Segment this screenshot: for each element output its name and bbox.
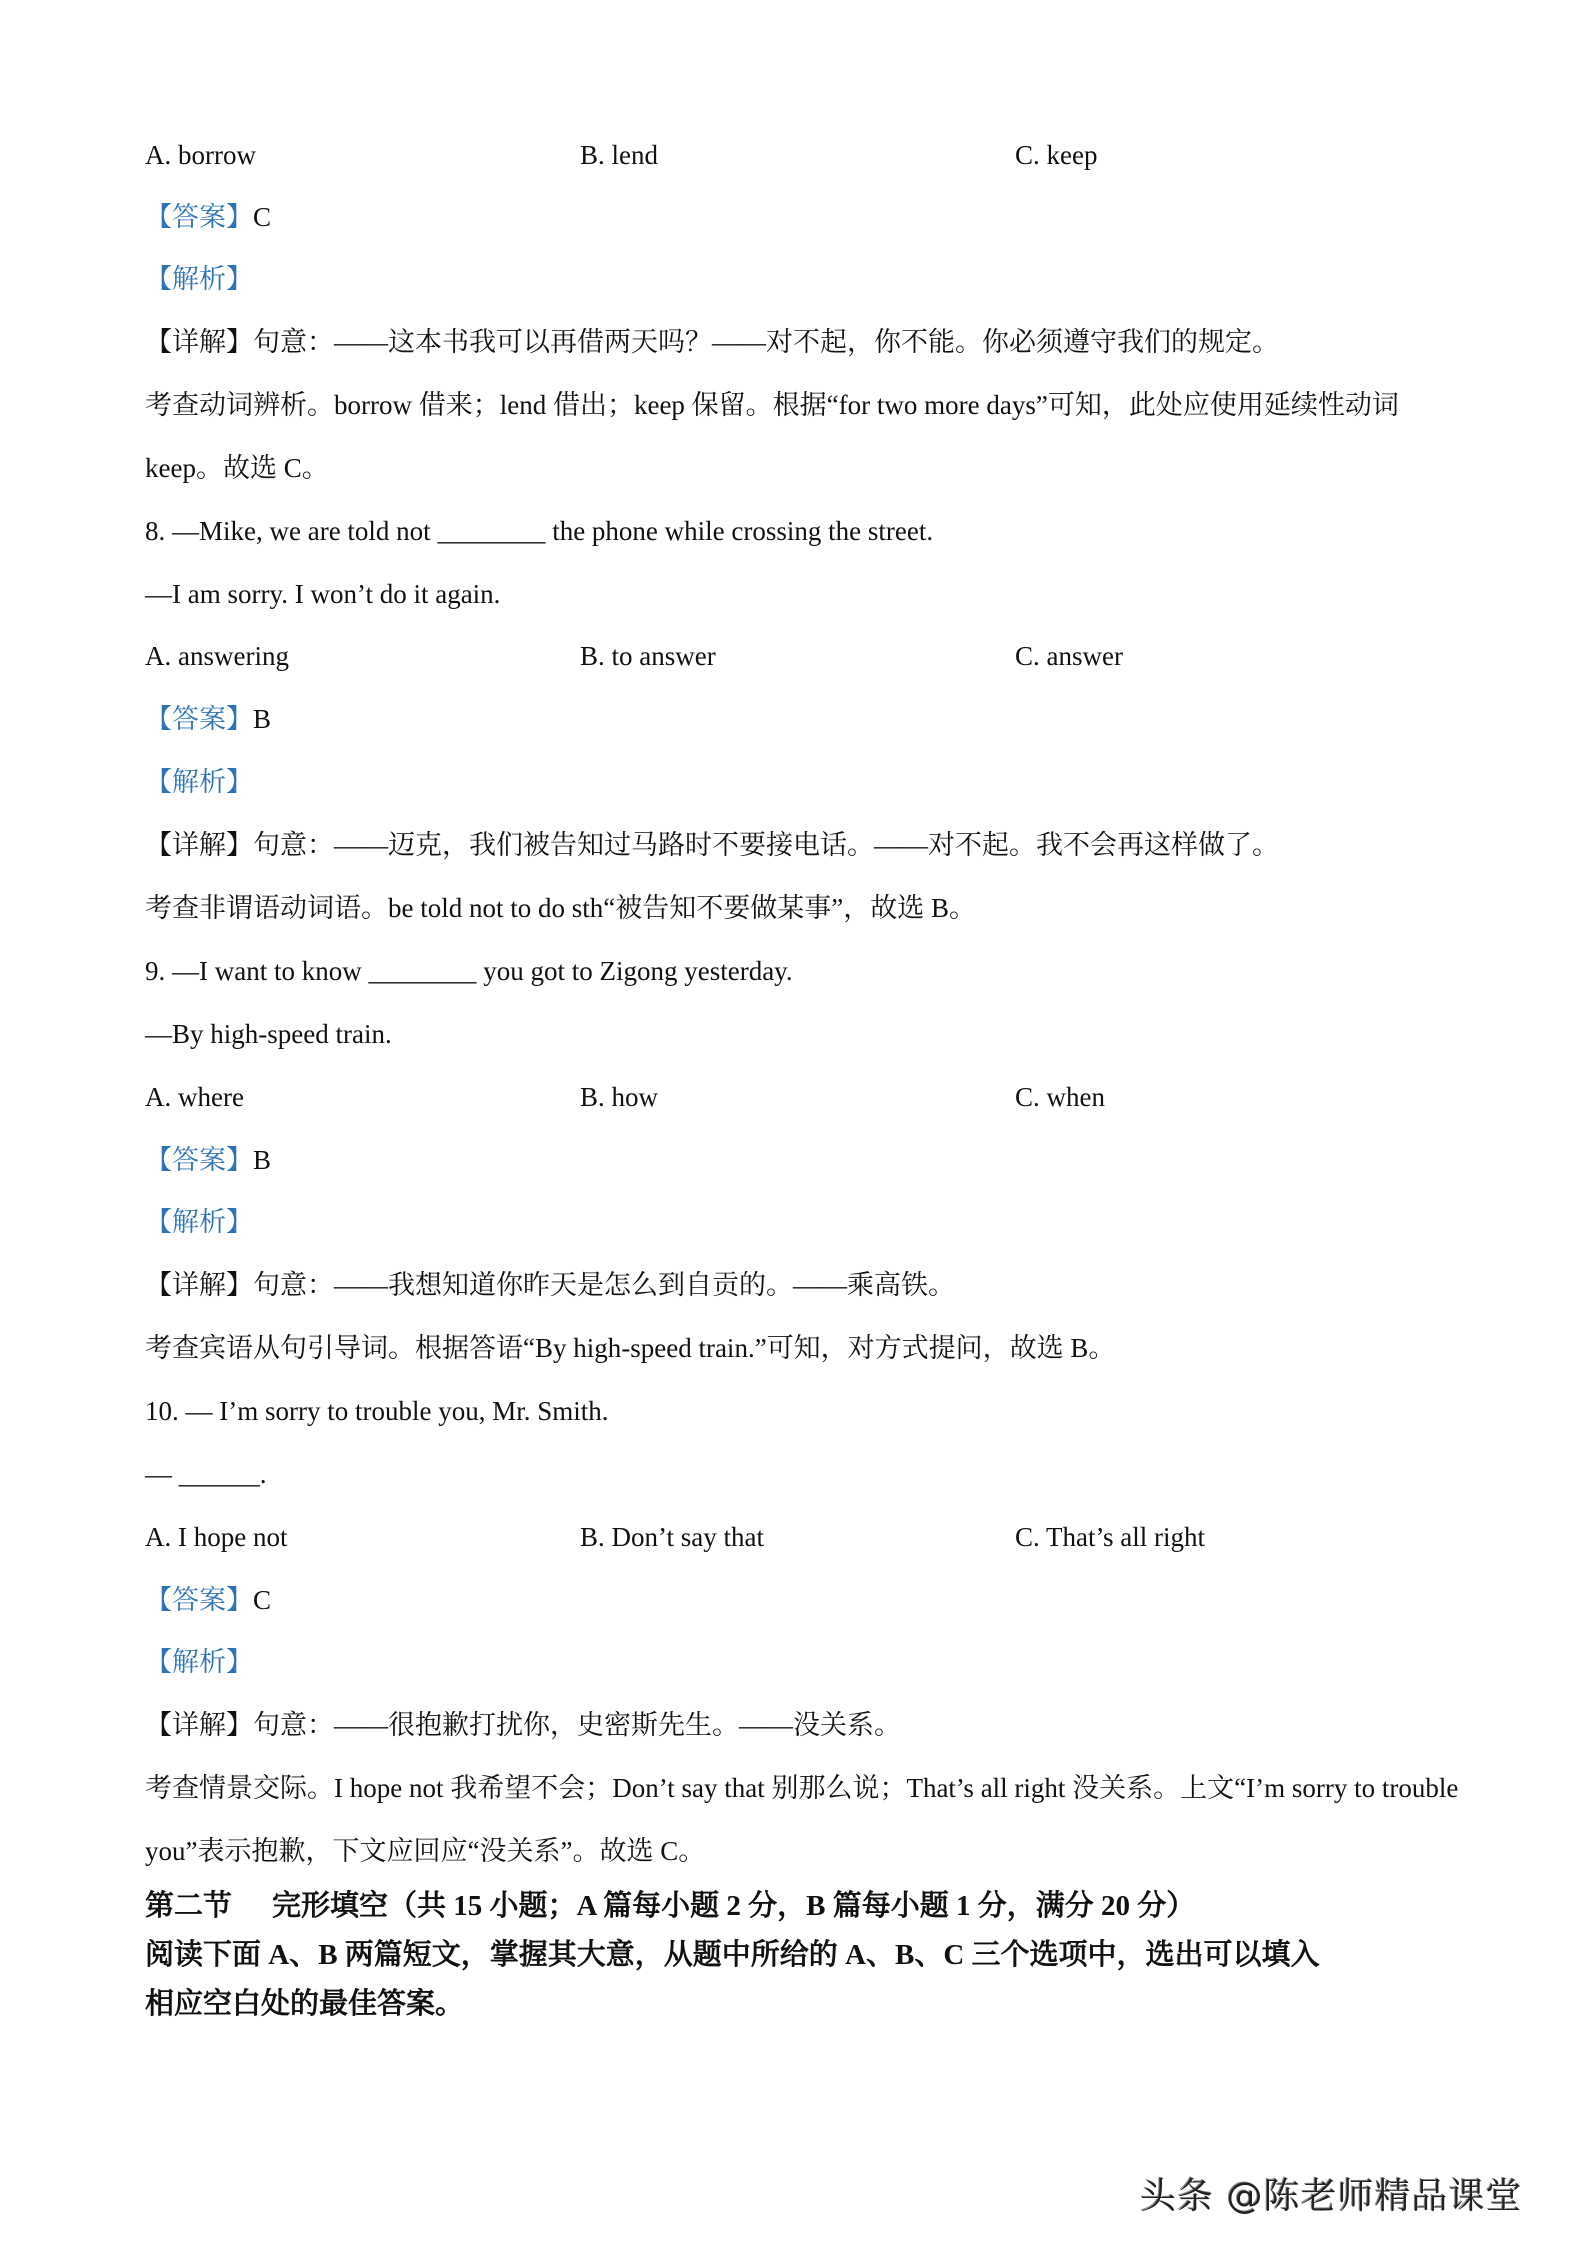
q7-analysis-label: 【解析】	[145, 264, 253, 294]
q7-option-c: C. keep	[1015, 140, 1098, 170]
q9-option-b: B. how	[580, 1082, 659, 1112]
detail-label: 【详解】	[145, 1270, 253, 1300]
q7-option-b: B. lend	[580, 140, 658, 170]
q8-explanation-line-1: 考查非谓语动词语。be told not to do sth“被告知不要做某事”，故选 B。	[145, 893, 976, 923]
q10-reply: — ______.	[145, 1459, 267, 1489]
section2-title: 完形填空（共 15 小题；A 篇每小题 2 分，B 篇每小题 1 分，满分 20 分）	[272, 1890, 1196, 1922]
section2-instruction-line-2: 相应空白处的最佳答案。	[145, 1988, 465, 2020]
watermark: 头条 @陈老师精品课堂	[1140, 2176, 1523, 2217]
answer-label: 【答案】	[145, 1145, 253, 1175]
q9-answer	[145, 1142, 271, 1178]
q9-detail	[145, 1267, 955, 1303]
q10-option-a: A. I hope not	[145, 1522, 288, 1552]
answer-value: B	[253, 704, 272, 734]
q7-option-a: A. borrow	[145, 140, 256, 170]
detail-text: 句意：——很抱歉打扰你，史密斯先生。——没关系。	[253, 1710, 901, 1740]
q7-detail	[145, 324, 1279, 360]
q9-explanation-line-1: 考查宾语从句引导词。根据答语“By high-speed train.”可知，对方式提问，故选 B。	[145, 1333, 1116, 1363]
q10-answer	[145, 1582, 271, 1618]
q7-answer	[145, 199, 271, 235]
q8-detail	[145, 827, 1279, 863]
q7-explanation-line-1: 考查动词辨析。borrow 借来；lend 借出；keep 保留。根据“for two more days”可知，此处应使用延续性动词	[145, 390, 1399, 420]
section2-instruction-line-1: 阅读下面 A、B 两篇短文，掌握其大意，从题中所给的 A、B、C 三个选项中，选出可以填入	[145, 1939, 1320, 1971]
answer-label: 【答案】	[145, 704, 253, 734]
q8-reply: —I am sorry. I won’t do it again.	[145, 579, 501, 609]
q8-answer	[145, 701, 271, 737]
detail-label: 【详解】	[145, 327, 253, 357]
section2-heading	[145, 1888, 1195, 1924]
q9-option-c: C. when	[1015, 1082, 1105, 1112]
q10-explanation-line-2: you”表示抱歉，下文应回应“没关系”。故选 C。	[145, 1836, 706, 1866]
q9-reply: —By high-speed train.	[145, 1019, 392, 1049]
q8-stem: 8. —Mike, we are told not ________ the phone while crossing the street.	[145, 516, 934, 546]
detail-text: 句意：——我想知道你昨天是怎么到自贡的。——乘高铁。	[253, 1270, 955, 1300]
q10-option-b: B. Don’t say that	[580, 1522, 764, 1552]
q9-option-a: A. where	[145, 1082, 244, 1112]
answer-label: 【答案】	[145, 1585, 253, 1615]
q10-explanation-line-1: 考查情景交际。I hope not 我希望不会；Don’t say that 别那么说；That’s all right 没关系。上文“I’m sorry to trouble	[145, 1773, 1459, 1803]
section2-prefix: 第二节	[145, 1890, 233, 1922]
answer-value: C	[253, 202, 272, 232]
q9-analysis-label: 【解析】	[145, 1207, 253, 1237]
q10-analysis-label: 【解析】	[145, 1647, 253, 1677]
detail-label: 【详解】	[145, 830, 253, 860]
answer-value: C	[253, 1585, 272, 1615]
q8-analysis-label: 【解析】	[145, 767, 253, 797]
q8-option-c: C. answer	[1015, 641, 1123, 671]
answer-label: 【答案】	[145, 202, 253, 232]
detail-label: 【详解】	[145, 1710, 253, 1740]
q9-stem: 9. —I want to know ________ you got to Zigong yesterday.	[145, 956, 793, 986]
detail-text: 句意：——这本书我可以再借两天吗？——对不起，你不能。你必须遵守我们的规定。	[253, 327, 1279, 357]
q8-option-a: A. answering	[145, 641, 289, 671]
q10-detail	[145, 1707, 901, 1743]
q7-explanation-line-2: keep。故选 C。	[145, 453, 329, 483]
q10-option-c: C. That’s all right	[1015, 1522, 1205, 1552]
q10-stem: 10. — I’m sorry to trouble you, Mr. Smith.	[145, 1396, 609, 1426]
answer-value: B	[253, 1145, 272, 1175]
q8-option-b: B. to answer	[580, 641, 716, 671]
detail-text: 句意：——迈克，我们被告知过马路时不要接电话。——对不起。我不会再这样做了。	[253, 830, 1279, 860]
